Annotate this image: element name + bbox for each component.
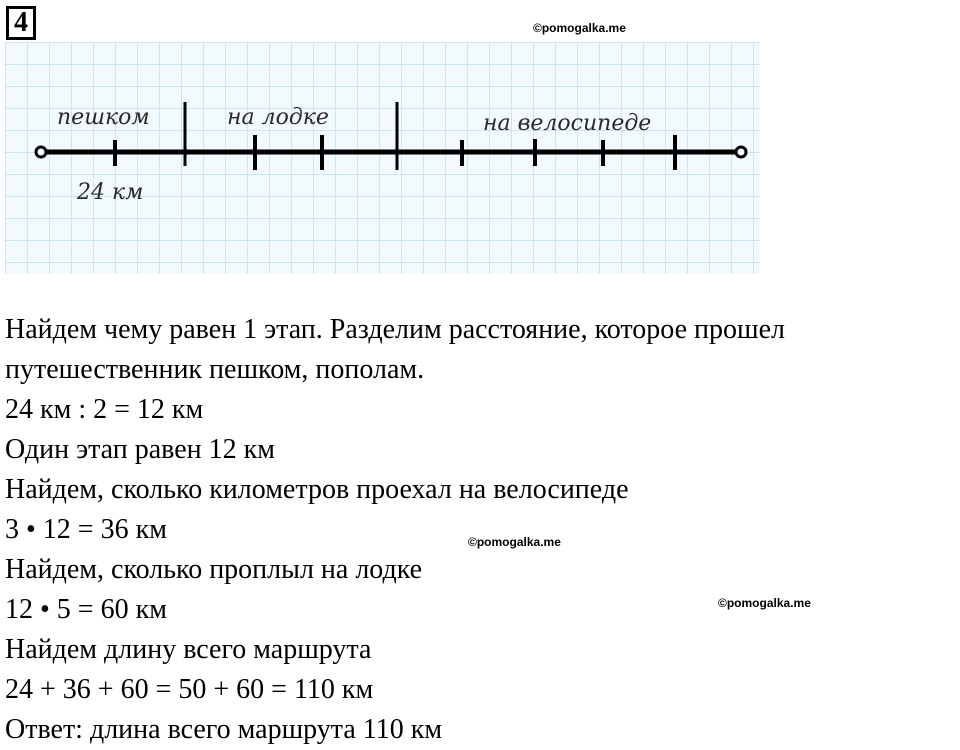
label-walk: пешком: [57, 105, 150, 130]
label-distance: 24 км: [77, 180, 144, 205]
solution-line: Найдем, сколько проплыл на лодке: [5, 554, 423, 585]
grid-lines: [5, 42, 760, 274]
label-boat: на лодке: [227, 105, 329, 130]
solution-line: 12 • 5 = 60 км: [5, 594, 167, 625]
solution-line: путешественник пешком, пополам.: [5, 354, 425, 385]
label-bike: на велосипеде: [483, 111, 652, 136]
watermark: ©pomogalka.me: [533, 21, 626, 35]
solution-line: Найдем длину всего маршрута: [5, 634, 372, 665]
solution-line: Найдем чему равен 1 этап. Разделим расстояние, которое прошел: [5, 314, 785, 345]
watermark: ©pomogalka.me: [468, 535, 561, 549]
solution-line: Найдем, сколько километров проехал на велосипеде: [5, 474, 629, 505]
route-diagram: [5, 42, 760, 274]
solution-text: [5, 310, 960, 750]
solution-line: Один этап равен 12 км: [5, 434, 275, 465]
solution-line: 24 км : 2 = 12 км: [5, 394, 204, 425]
solution-line: Ответ: длина всего маршрута 110 км: [5, 714, 443, 745]
solution-line: 24 + 36 + 60 = 50 + 60 = 110 км: [5, 674, 374, 705]
route-end-point: [736, 147, 746, 157]
task-number-badge: 4: [6, 6, 36, 40]
solution-line: 3 • 12 = 36 км: [5, 514, 167, 545]
route-diagram-svg: [5, 42, 760, 274]
watermark: ©pomogalka.me: [718, 596, 811, 610]
route-start-point: [36, 147, 46, 157]
